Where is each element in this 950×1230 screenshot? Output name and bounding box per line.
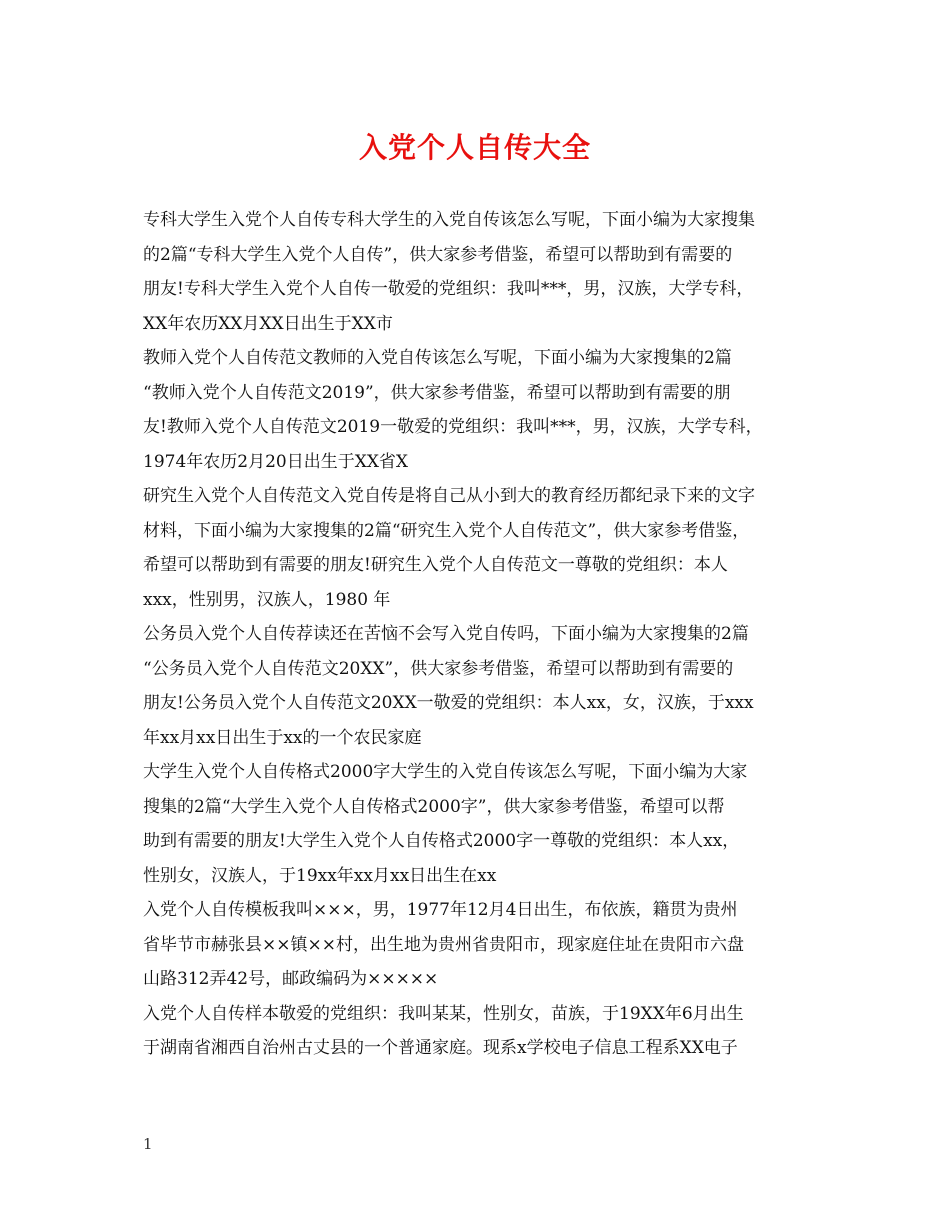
paragraph bbox=[143, 893, 813, 997]
paragraph-line: 研究生入党个人自传范文入党自传是将自己从小到大的教育经历都纪录下来的文字 bbox=[143, 486, 755, 506]
paragraph-line: 朋友!公务员入党个人自传范文20XX一敬爱的党组织：本人xx，女，汉族，于xxx bbox=[143, 693, 754, 713]
paragraph bbox=[143, 203, 813, 341]
document-body bbox=[143, 203, 813, 1066]
paragraph-line: 性别女，汉族人，于19xx年xx月xx日出生在xx bbox=[143, 865, 497, 886]
paragraph-line: 朋友!专科大学生入党个人自传一敬爱的党组织：我叫***，男，汉族，大学专科， bbox=[143, 279, 754, 299]
paragraph-line: xxx，性别男，汉族人，1980 年 bbox=[143, 589, 391, 610]
paragraph bbox=[143, 617, 813, 755]
paragraph-line: 公务员入党个人自传荐读还在苦恼不会写入党自传吗，下面小编为大家搜集的2篇 bbox=[143, 624, 749, 644]
paragraph-line: “教师入党个人自传范文2019”，供大家参考借鉴，希望可以帮助到有需要的朋 bbox=[143, 382, 731, 403]
paragraph-line: XX年农历XX月XX日出生于XX市 bbox=[143, 313, 393, 334]
paragraph-line: 材料，下面小编为大家搜集的2篇“研究生入党个人自传范文”，供大家参考借鉴， bbox=[143, 520, 750, 541]
paragraph-line: 希望可以帮助到有需要的朋友!研究生入党个人自传范文一尊敬的党组织：本人 bbox=[143, 555, 728, 575]
paragraph-line: 专科大学生入党个人自传专科大学生的入党自传该怎么写呢，下面小编为大家搜集 bbox=[143, 210, 755, 230]
paragraph-line: 入党个人自传样本敬爱的党组织：我叫某某，性别女，苗族，于19XX年6月出生 bbox=[143, 1003, 744, 1024]
paragraph-line: 教师入党个人自传范文教师的入党自传该怎么写呢，下面小编为大家搜集的2篇 bbox=[143, 348, 732, 368]
paragraph-line: 友!教师入党个人自传范文2019一敬爱的党组织：我叫***，男，汉族，大学专科， bbox=[143, 417, 763, 437]
paragraph-line: 1974年农历2月20日出生于XX省X bbox=[143, 451, 409, 472]
paragraph-line: 于湖南省湘西自治州古丈县的一个普通家庭。现系x学校电子信息工程系XX电子 bbox=[143, 1038, 738, 1058]
paragraph-line: 搜集的2篇“大学生入党个人自传格式2000字”，供大家参考借鉴，希望可以帮 bbox=[143, 796, 725, 817]
paragraph-line: 省毕节市赫张县××镇××村，出生地为贵州省贵阳市，现家庭住址在贵阳市六盘 bbox=[143, 934, 744, 955]
paragraph bbox=[143, 479, 813, 617]
paragraph-line: 的2篇“专科大学生入党个人自传”，供大家参考借鉴，希望可以帮助到有需要的 bbox=[143, 244, 733, 265]
paragraph-line: 山路312弄42号，邮政编码为××××× bbox=[143, 969, 439, 989]
paragraph bbox=[143, 755, 813, 893]
paragraph bbox=[143, 341, 813, 479]
paragraph-line: 助到有需要的朋友!大学生入党个人自传格式2000字一尊敬的党组织：本人xx， bbox=[143, 831, 740, 851]
paragraph-line: 年xx月xx日出生于xx的一个农民家庭 bbox=[143, 727, 422, 748]
document-title: 入党个人自传大全 bbox=[358, 131, 591, 164]
paragraph bbox=[143, 997, 813, 1066]
paragraph-line: “公务员入党个人自传范文20XX”，供大家参考借鉴，希望可以帮助到有需要的 bbox=[143, 658, 734, 679]
paragraph-line: 入党个人自传模板我叫×××，男，1977年12月4日出生，布依族，籍贯为贵州 bbox=[143, 900, 738, 920]
page-number: 1 bbox=[143, 1135, 153, 1153]
paragraph-line: 大学生入党个人自传格式2000字大学生的入党自传该怎么写呢，下面小编为大家 bbox=[143, 762, 748, 782]
